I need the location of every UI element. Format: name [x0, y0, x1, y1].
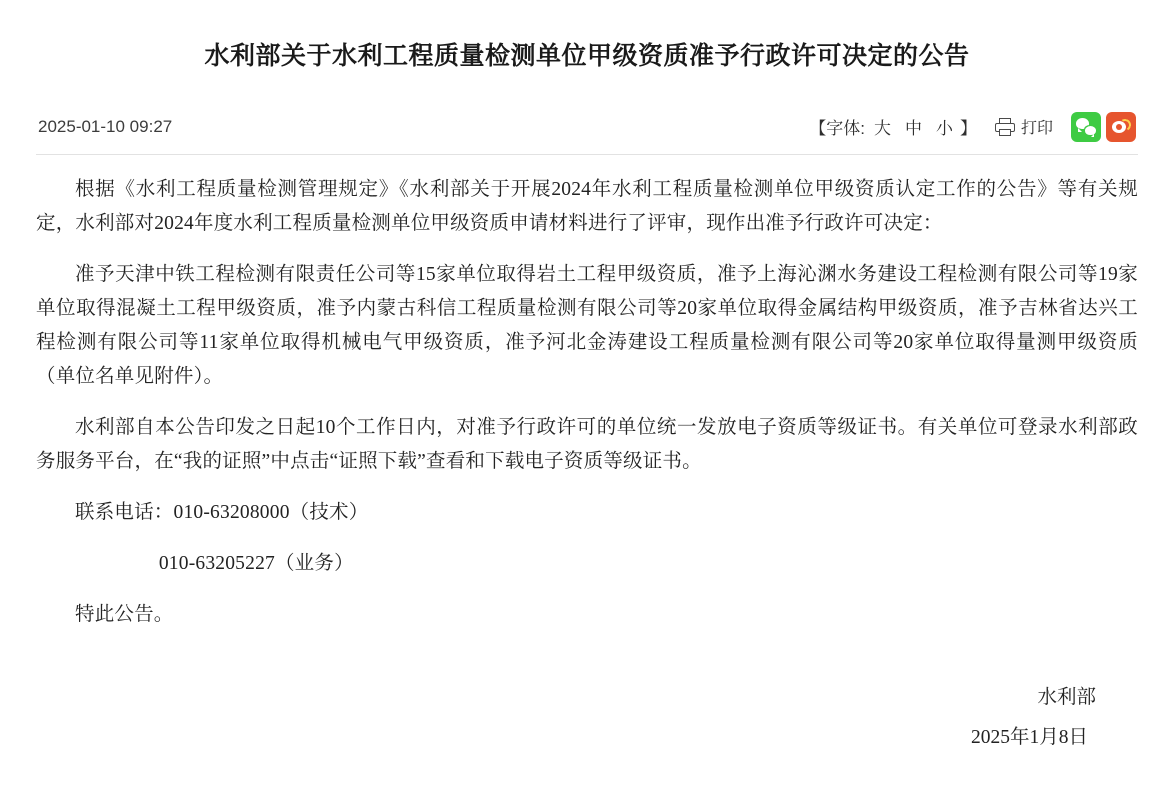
paragraph-3: 水利部自本公告印发之日起10个工作日内，对准予行政许可的单位统一发放电子资质等级证书。有关单位可登录水利部政务服务平台，在“我的证照”中点击“证照下载”查看和下载电子资质等级证书。 [36, 416, 1138, 472]
wechat-glyph [1076, 118, 1096, 135]
weibo-icon[interactable] [1106, 112, 1136, 142]
font-size-label: 【字体: [809, 119, 865, 138]
document-page [0, 17, 1174, 792]
document-tools [809, 112, 1136, 142]
font-size-large-button[interactable]: 大 [873, 119, 891, 138]
document-meta-bar [36, 100, 1138, 154]
contact-phone-business: 010-63205227（业务） [158, 552, 354, 574]
page-title: 水利部关于水利工程质量检测单位甲级资质准予行政许可决定的公告 [204, 41, 970, 70]
signature-block [36, 678, 1138, 758]
document-body [36, 173, 1138, 632]
signature-date: 2025年1月8日 [970, 726, 1088, 748]
contact-phone-technical: 联系电话：010-63208000（技术） [75, 501, 369, 523]
font-size-control [809, 114, 977, 139]
paragraph-2: 准予天津中铁工程检测有限责任公司等15家单位取得岩土工程甲级资质，准予上海沁渊水务建设工程检测有限公司等19家单位取得混凝土工程甲级资质，准予内蒙古科信工程质量检测有限公司等20家单位取得金属结构甲级资质，准予吉林省达兴工程检测有限公司等11家单位取得机械电气甲级资质，准予河北金涛建设工程质量检测有限公司等20家单位取得量测甲级资质（单位名单见附件）。 [36, 263, 1138, 387]
publish-datetime: 2025-01-10 09:27 [38, 116, 173, 136]
font-size-medium-button[interactable]: 中 [904, 119, 922, 138]
signature-organization: 水利部 [1037, 686, 1096, 708]
print-label: 打印 [1020, 120, 1053, 137]
paragraph-1: 根据《水利工程质量检测管理规定》《水利部关于开展2024年水利工程质量检测单位甲级资质认定工作的公告》等有关规定，水利部对2024年度水利工程质量检测单位甲级资质申请材料进行了评审，现作出准予行政许可决定： [36, 178, 1138, 234]
weibo-glyph [1111, 119, 1131, 135]
font-size-bracket-close: 】 [959, 119, 977, 138]
printer-icon [995, 118, 1015, 136]
print-button[interactable] [995, 115, 1053, 138]
wechat-icon[interactable] [1071, 112, 1101, 142]
font-size-small-button[interactable]: 小 [935, 119, 953, 138]
closing-statement: 特此公告。 [75, 603, 174, 625]
header-divider [36, 154, 1138, 155]
share-buttons [1071, 112, 1136, 142]
